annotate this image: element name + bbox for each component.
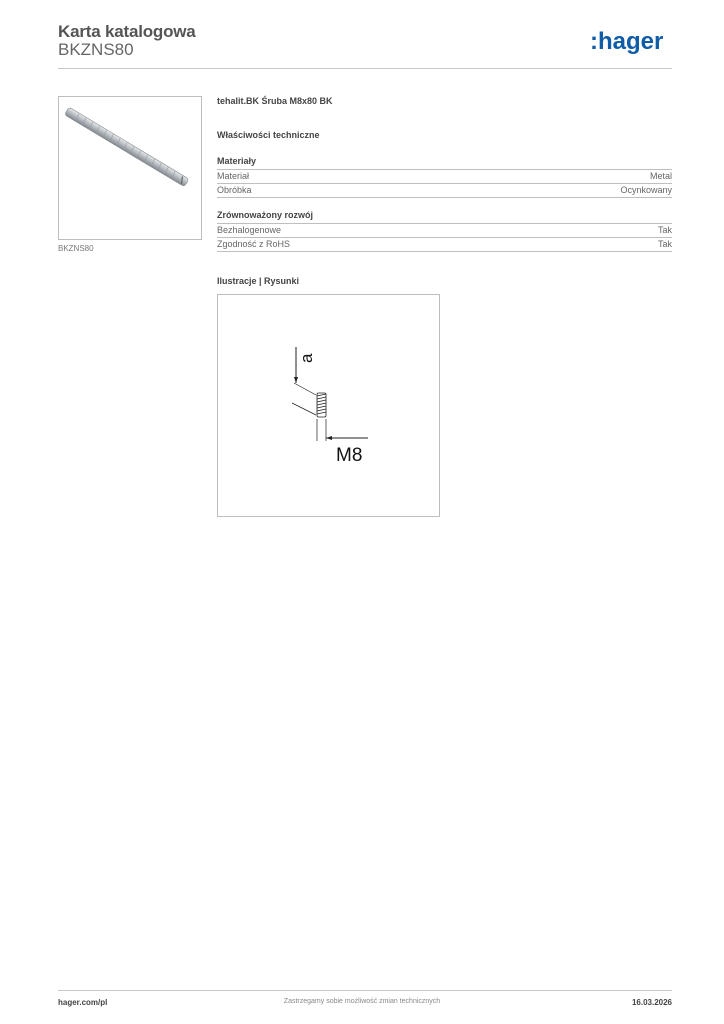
spec-group-sustainability [217, 210, 672, 252]
screw-photo-icon [59, 97, 201, 239]
spec-value: Ocynkowany [620, 185, 672, 195]
logo-text: :hager [590, 28, 664, 55]
dimension-label-m8: M8 [336, 445, 363, 466]
footer-date: 16.03.2026 [631, 998, 672, 1007]
page-title: Karta katalogowa [58, 22, 196, 41]
spec-group-materials [217, 156, 672, 198]
page-subtitle: BKZNS80 [58, 40, 134, 59]
spec-row [217, 238, 672, 252]
footer-notice: Zastrzegamy sobie możliwość zmian technicznych [283, 998, 441, 1005]
footer-divider [58, 990, 672, 991]
spec-group-title: Zrównoważony rozwój [217, 210, 313, 220]
spec-label: Bezhalogenowe [217, 225, 282, 235]
spec-row [217, 184, 672, 198]
technical-properties-heading: Właściwości techniczne [217, 130, 320, 140]
spec-value: Metal [649, 171, 672, 181]
dimension-label-a: a [297, 353, 316, 363]
spec-label: Obróbka [217, 185, 252, 195]
spec-label: Materiał [217, 171, 250, 181]
spec-value: Tak [657, 239, 672, 249]
hager-logo [590, 27, 674, 57]
spec-value: Tak [657, 225, 672, 235]
header-divider [58, 68, 672, 69]
dimension-drawing [217, 294, 440, 517]
product-caption: BKZNS80 [58, 244, 94, 253]
arrow-icon [326, 436, 332, 440]
spec-row [217, 170, 672, 184]
spec-row [217, 224, 672, 238]
arrow-icon [294, 377, 298, 383]
product-image [58, 96, 202, 240]
screw-dimension-drawing-icon [218, 295, 439, 516]
illustrations-heading: Ilustracje | Rysunki [217, 276, 300, 286]
footer-website: hager.com/pl [58, 998, 108, 1007]
product-name: tehalit.BK Śruba M8x80 BK [217, 96, 333, 106]
spec-group-title: Materiały [217, 156, 257, 166]
spec-label: Zgodność z RoHS [217, 239, 291, 249]
screw-stub [317, 393, 326, 417]
